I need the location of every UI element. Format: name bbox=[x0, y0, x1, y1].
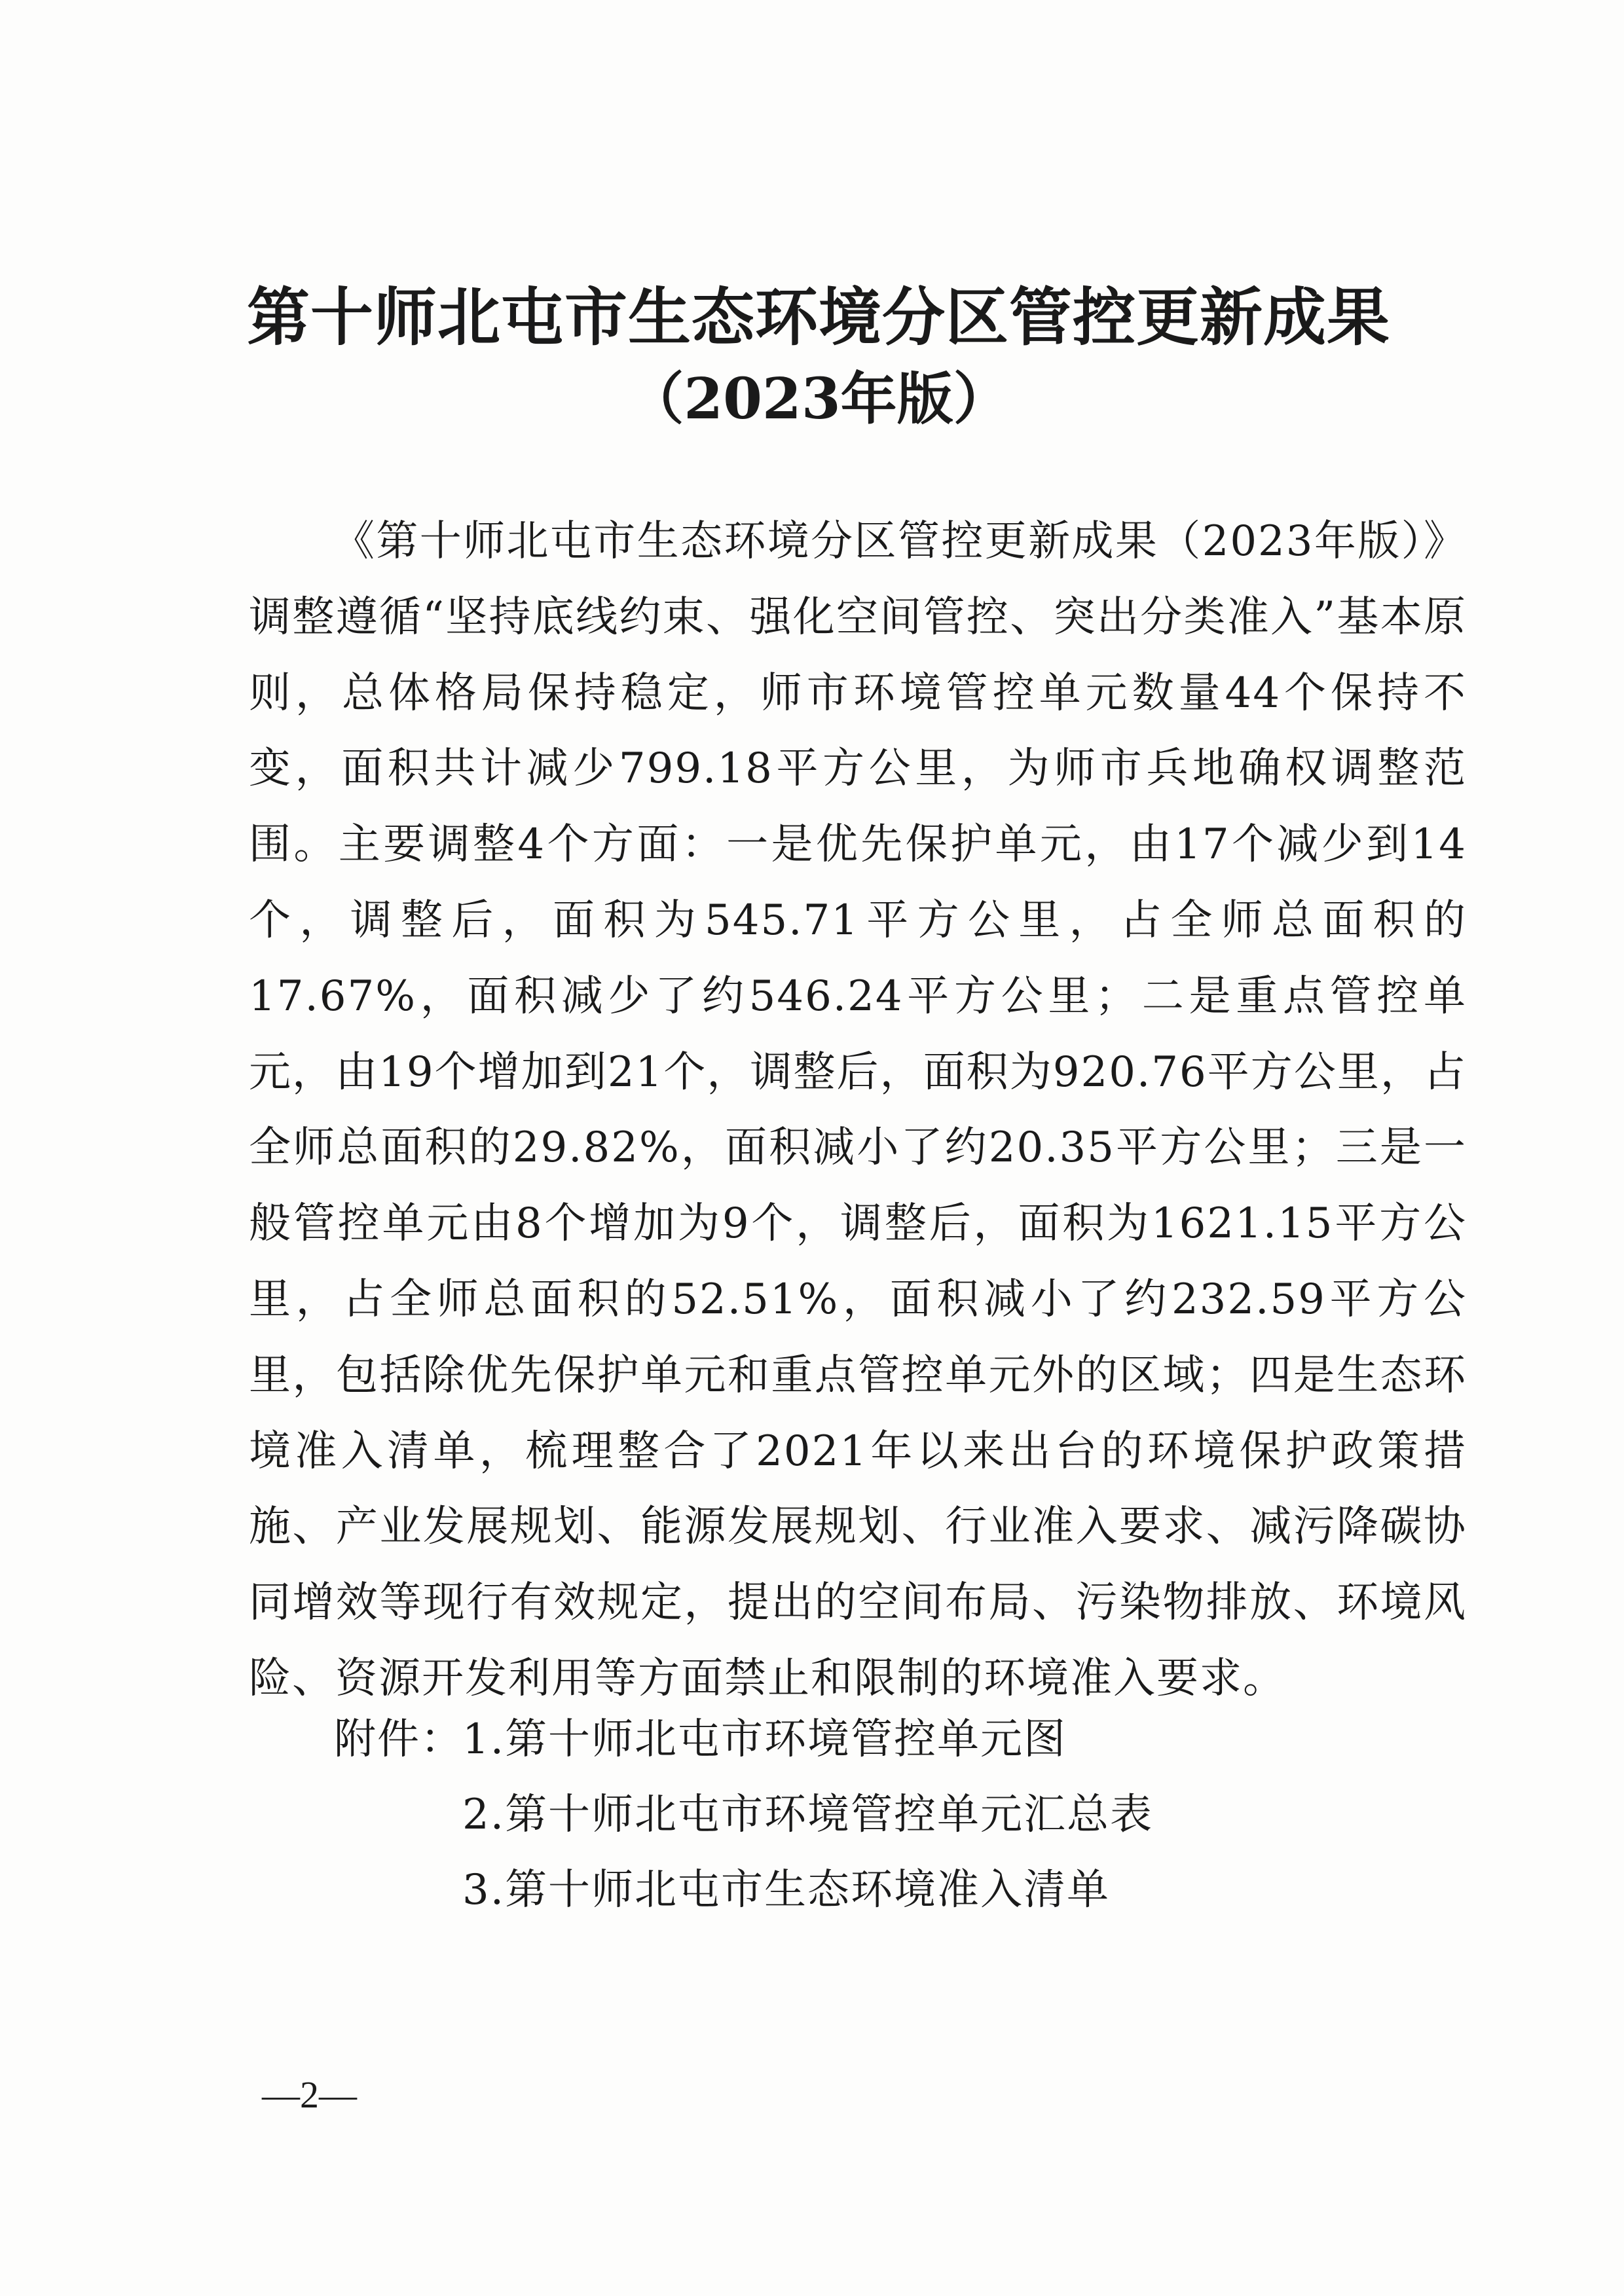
attachment-text: 3.第十师北屯市生态环境准入清单 bbox=[462, 1866, 1111, 1914]
attachments-label: 附件： bbox=[334, 1715, 464, 1764]
body-paragraph: 《第十师北屯市生态环境分区管控更新成果（2023年版）》调整遵循“坚持底线约束、强化空间管控、突出分类准入”基本原则，总体格局保持稳定，师市环境管控单元数量44个保持不变，面积共计减少799.18平方公里，为师市兵地确权调整范围。主要调整4个方面：一是优先保护单元，由17个减少到14个，调整后，面积为545.71平方公里，占全师总面积的17.67%，面积减少了约546.24平方公里；二是重点管控单元，由19个增加到21个，调整后，面积为920.76平方公里，占全师总面积的29.82%，面积减小了约20.35平方公里；三是一般管控单元由8个增加为9个，调整后，面积为1621.15平方公里，占全师总面积的52.51%，面积减小了约232.59平方公里，包括除优先保护单元和重点管控单元外的区域；四是生态环境准入清单，梳理整合了2021年以来出台的环境保护政策措施、产业发展规划、能源发展规划、行业准入要求、减污降碳协同增效等现行有效规定，提出的空间布局、污染物排放、环境风险、资源开发利用等方面禁止和限制的环境准入要求。 bbox=[249, 517, 1467, 1703]
title-edition: （2023年版） bbox=[627, 366, 1010, 432]
title-main: 第十师北屯市生态环境分区管控更新成果 bbox=[247, 280, 1390, 354]
attachment-item bbox=[334, 1853, 1447, 1928]
attachment-item bbox=[334, 1777, 1447, 1853]
attachments-list bbox=[334, 1702, 1447, 1928]
page-number: —2— bbox=[262, 2073, 357, 2116]
attachment-item bbox=[334, 1702, 1447, 1777]
attachment-text: 1.第十师北屯市环境管控单元图 bbox=[462, 1715, 1067, 1764]
document-title bbox=[196, 275, 1441, 439]
attachment-text: 2.第十师北屯市环境管控单元汇总表 bbox=[462, 1791, 1154, 1839]
